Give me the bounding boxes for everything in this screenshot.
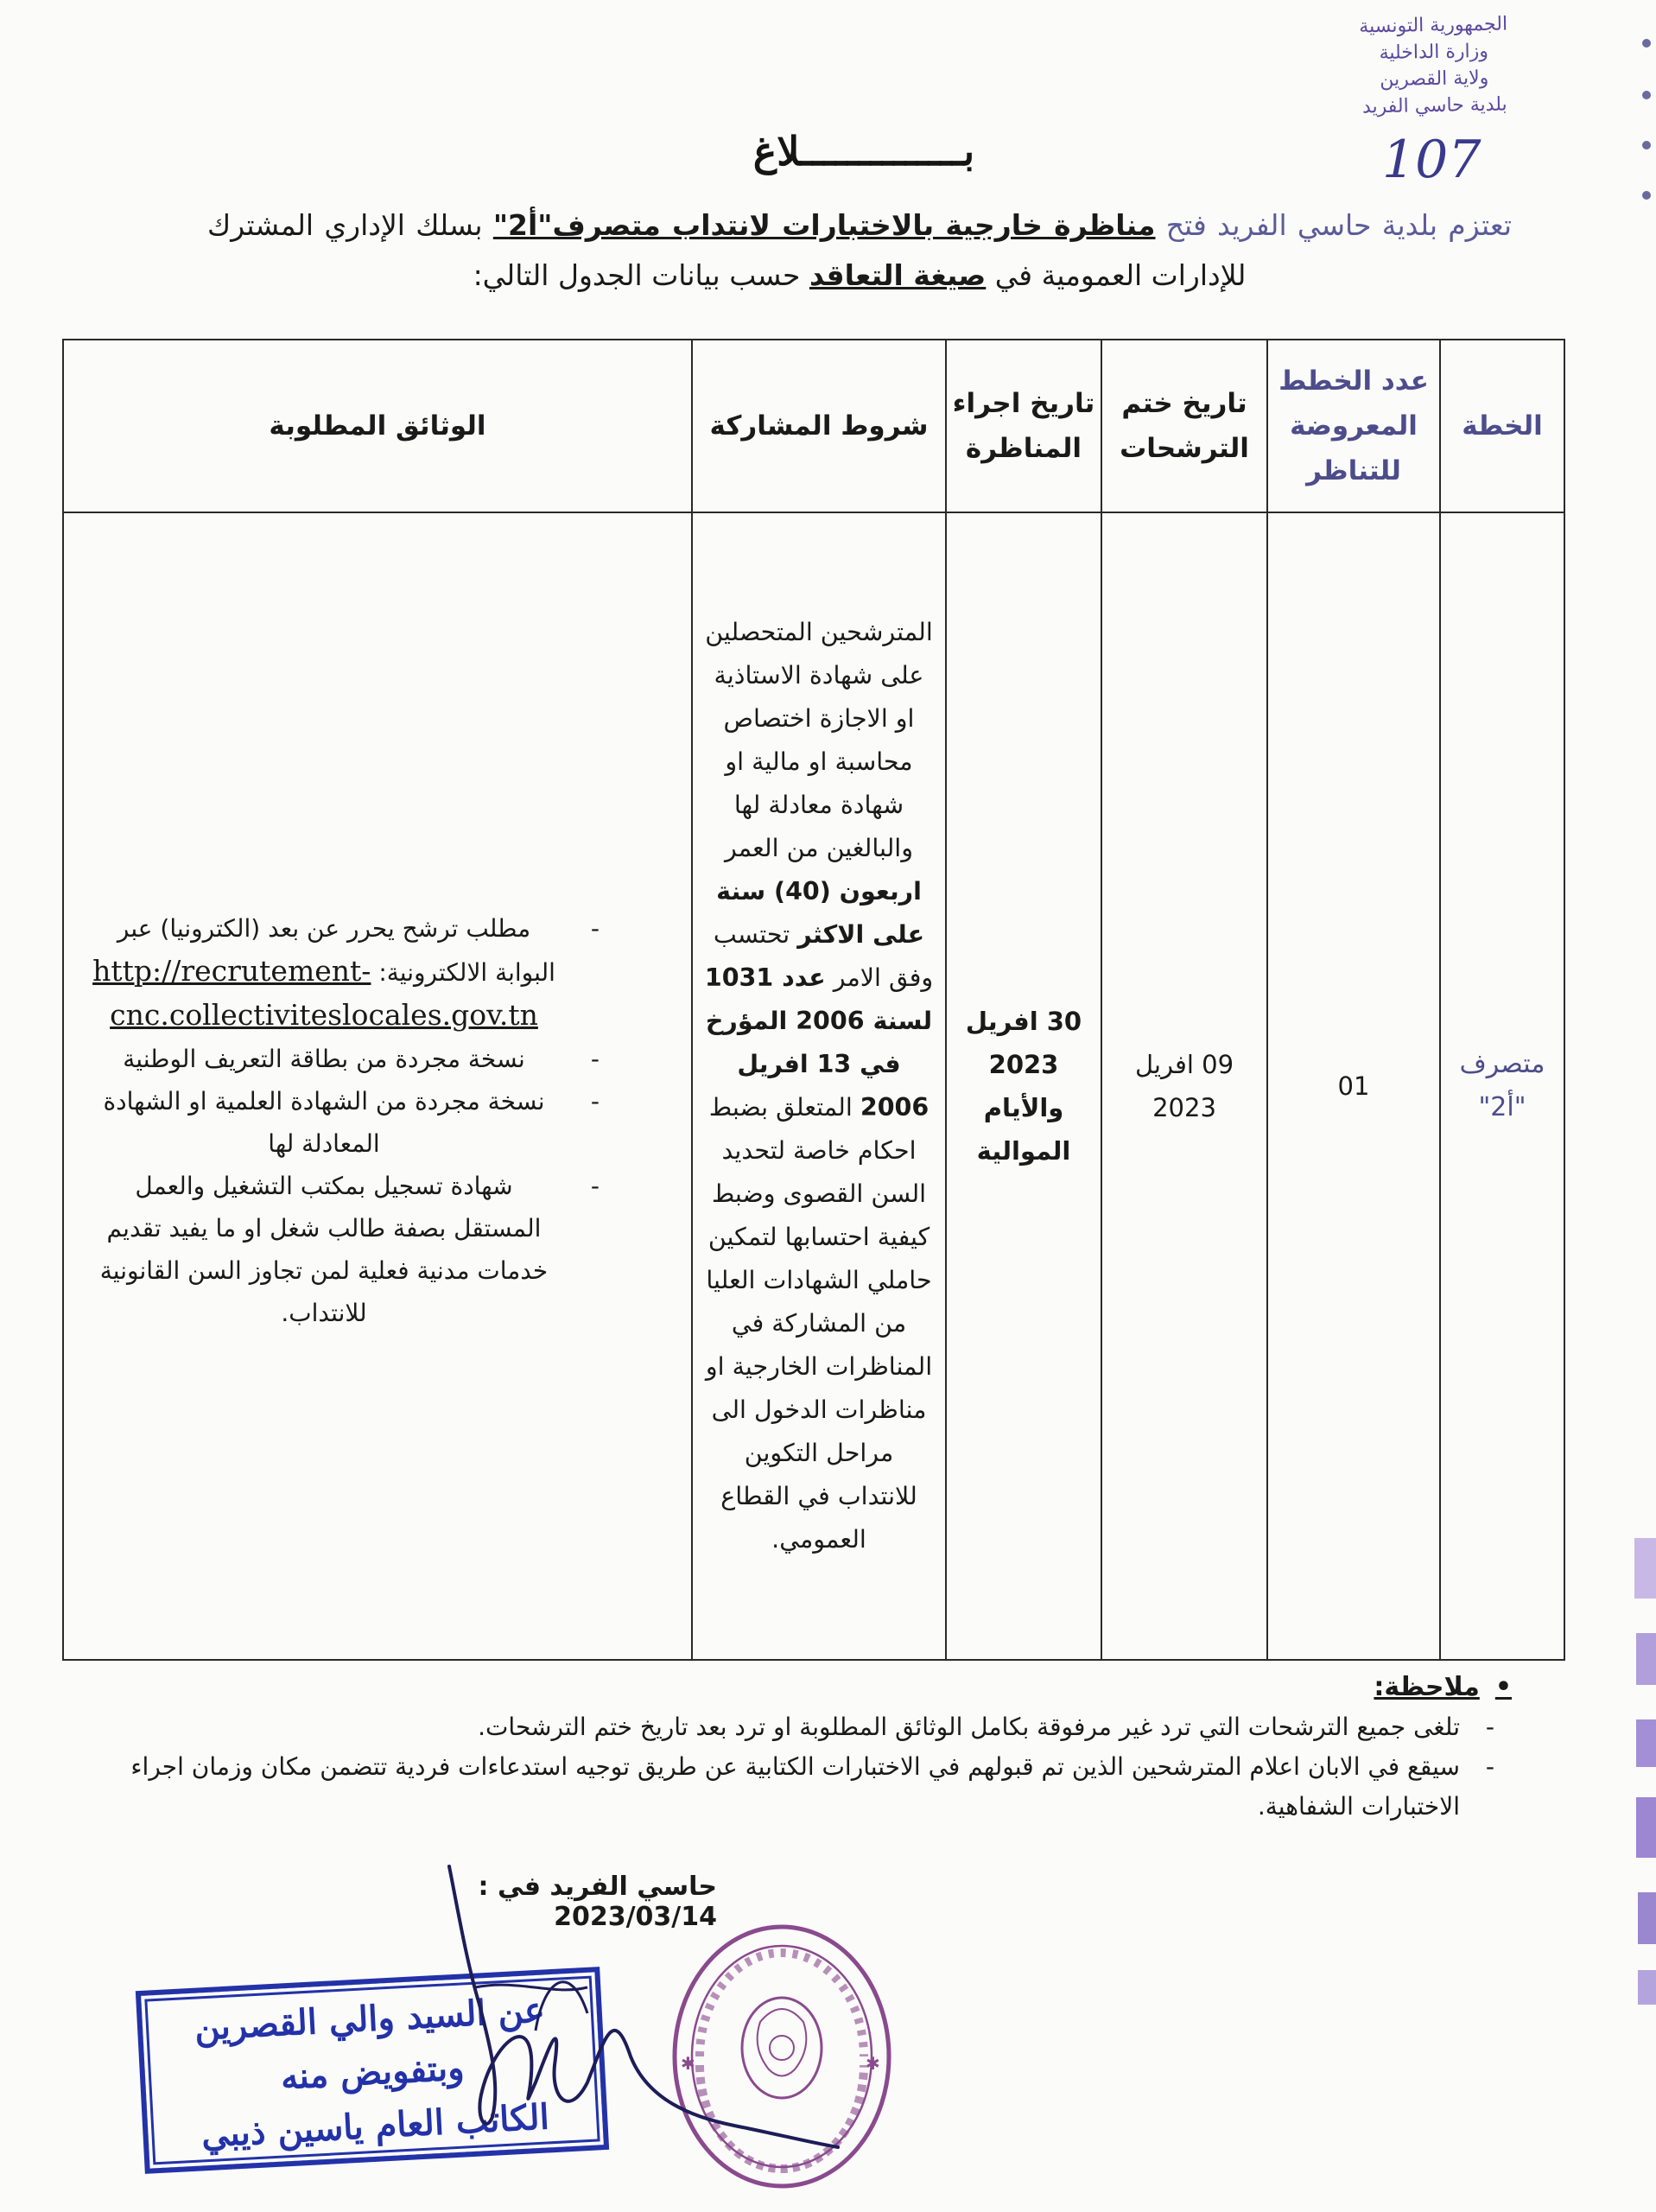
intro-highlight-contract: صيغة التعاقد xyxy=(809,258,987,292)
cell-documents xyxy=(63,512,692,1660)
contest-details-table xyxy=(62,339,1565,1661)
notes-section xyxy=(104,1668,1512,1827)
notes-list xyxy=(104,1707,1512,1827)
svg-text:✱: ✱ xyxy=(866,2053,880,2074)
handwritten-signature xyxy=(328,1858,847,2152)
page-edge-marks xyxy=(1627,1538,1656,2005)
intro-text: تعتزم بلدية حاسي الفريد فتح xyxy=(1155,208,1513,242)
intro-highlight-contest: مناظرة خارجية بالاختبارات لانتداب متصرف"أ2" xyxy=(492,208,1156,242)
exam-date-note: والأيام xyxy=(983,1093,1064,1122)
header-stamp-line: الجمهورية التونسية xyxy=(1359,13,1508,38)
cell-count: 01 xyxy=(1267,512,1440,1660)
announcement-intro xyxy=(207,200,1512,301)
exam-date-year: 2023 xyxy=(988,1050,1059,1079)
binder-holes xyxy=(1638,35,1655,259)
intro-text: حسب بيانات الجدول التالي: xyxy=(473,258,809,292)
portal-url-link[interactable]: http://recrutement-cnc.collectiviteslocales.gov.tn xyxy=(92,954,538,1032)
handwritten-reference-number: 107 xyxy=(1382,130,1482,190)
intro-text: بسلك الإداري المشترك للإدارات العمومية في xyxy=(207,208,1247,292)
stamp-line: عن السيد والي القصرين xyxy=(193,1989,546,2049)
list-item: - شهادة تسجيل بمكتب التشغيل والعمل المستقل بصفة طالب شغل او ما يفيد تقديم خدمات مدنية فعلية لمن تجاوز السن القانونية للانتداب. xyxy=(90,1165,558,1334)
cell-grade xyxy=(1440,512,1564,1660)
documents-list xyxy=(90,907,596,1334)
notes-heading: • ملاحظة: xyxy=(104,1668,1512,1707)
conditions-decree-ref: عدد 1031 لسنة 2006 المؤرخ في 13 افريل 2006 xyxy=(704,963,933,1122)
table-header-row xyxy=(63,340,1564,512)
place-label: حاسي الفريد في : xyxy=(478,1872,717,1902)
conditions-text: المترشحين المتحصلين على شهادة الاستاذية او الاجازة اختصاص محاسبة او مالية او شهادة معادلة لها والبالغين من العمر xyxy=(705,618,933,862)
closing-date-year: 2023 xyxy=(1152,1093,1216,1122)
table-row xyxy=(63,512,1564,1660)
conditions-text: تحتسب وفق الامر xyxy=(713,920,934,992)
document-item-text: مطلب ترشح يحرر عن بعد (الكترونيا) عبر البوابة الالكترونية: xyxy=(117,914,555,987)
svg-text:✱: ✱ xyxy=(681,2053,695,2074)
exam-date-note: الموالية xyxy=(976,1136,1071,1166)
header-stamp-line: بلدية حاسي الفريد xyxy=(1361,93,1507,118)
header-exam-date: تاريخ اجراء المناظرة xyxy=(946,340,1101,512)
list-item: - تلغى جميع الترشحات التي ترد غير مرفوقة بكامل الوثائق المطلوبة او ترد بعد تاريخ ختم الترشحات. xyxy=(104,1707,1460,1747)
header-conditions: شروط المشاركة xyxy=(692,340,946,512)
exam-date-day: 30 افريل xyxy=(965,1007,1082,1036)
stamp-line: وبتفويض منه xyxy=(279,2047,466,2098)
official-header-stamp xyxy=(1329,10,1539,121)
conditions-age-limit: اربعون (40) سنة على الاكثر xyxy=(716,877,925,949)
conditions-text: المتعلق بضبط احكام خاصة لتحديد السن القصوى وضبط كيفية احتسابها لتمكين حاملي الشهادات العليا من المشاركة في المناظرات الخارجية او مناظرات الدخول الى مراحل التكوين للانتداب في القطاع العمومي. xyxy=(705,1093,933,1554)
header-count: عدد الخطط المعروضة للتناظر xyxy=(1267,340,1440,512)
closing-date-day: 09 افريل xyxy=(1134,1050,1234,1079)
list-item xyxy=(90,907,558,1038)
grade-name: متصرف xyxy=(1459,1049,1545,1079)
header-grade: الخطة xyxy=(1440,340,1564,512)
header-stamp-line: وزارة الداخلية xyxy=(1379,40,1489,65)
stamp-line: الكاتب العام ياسين ذيبي xyxy=(200,2096,550,2156)
list-item: - سيقع في الابان اعلام المترشحين الذين تم قبولهم في الاختبارات الكتابية عن طريق توجيه استدعاءات فردية تتضمن مكان وزمان اجراء الاختبارات الشفاهية. xyxy=(104,1747,1460,1827)
cell-closing-date xyxy=(1101,512,1267,1660)
list-item: - نسخة مجردة من بطاقة التعريف الوطنية xyxy=(90,1038,558,1080)
header-stamp-line: ولاية القصرين xyxy=(1379,67,1489,92)
grade-level: "أ2" xyxy=(1478,1092,1526,1122)
cell-conditions xyxy=(692,512,946,1660)
list-item: - نسخة مجردة من الشهادة العلمية او الشهادة المعادلة لها xyxy=(90,1080,558,1165)
header-closing-date: تاريخ ختم الترشحات xyxy=(1101,340,1267,512)
page-title: بــــــــــــــلاغ xyxy=(752,128,975,175)
issue-date: 2023/03/14 xyxy=(554,1902,717,1932)
header-documents: الوثائق المطلوبة xyxy=(63,340,692,512)
cell-exam-date xyxy=(946,512,1101,1660)
